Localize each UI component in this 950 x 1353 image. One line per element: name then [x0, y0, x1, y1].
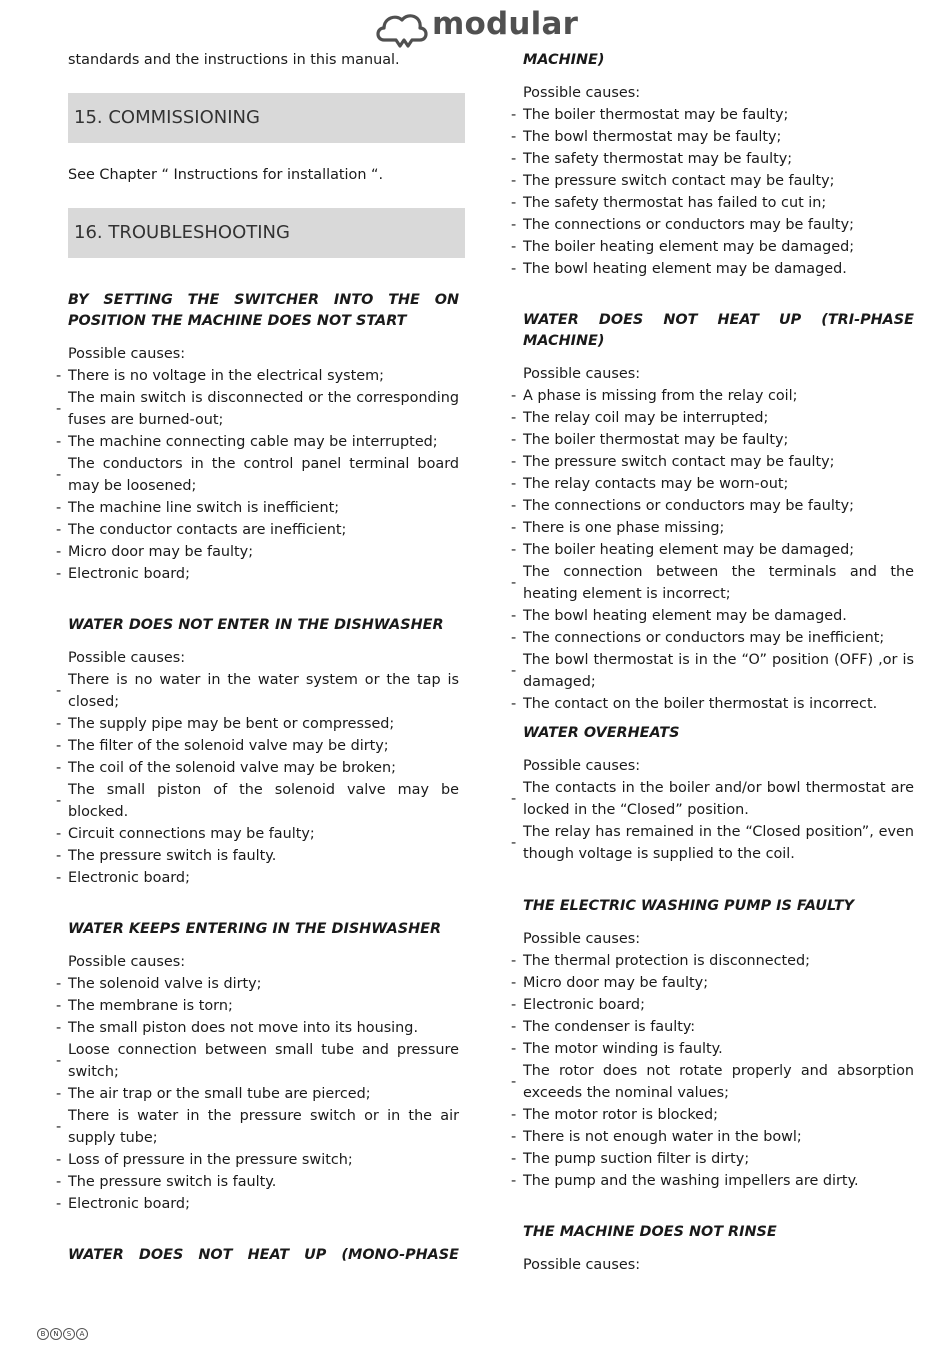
list-item: - A phase is missing from the relay coil;: [511, 388, 798, 404]
list-item: - The pump and the washing impellers are dirty.: [511, 1173, 859, 1189]
list-item: - The connections or conductors may be faulty;: [511, 498, 854, 514]
possible-causes-label: Possible causes:: [523, 758, 641, 774]
list-item: - The pressure switch contact may be faulty;: [511, 454, 835, 470]
badge-letter: N: [50, 1328, 62, 1340]
issue-heading-mono-phase: WATER DOES NOT HEAT UP (MONO-PHASE: [68, 1247, 459, 1263]
causes-list: [56, 669, 459, 889]
list-item: - The small piston does not move into its housing.: [56, 1020, 419, 1036]
list-item: - The conductors in the control panel terminal board may be loosened;: [56, 456, 459, 494]
issue-heading: THE ELECTRIC WASHING PUMP IS FAULTY: [523, 898, 855, 914]
list-item: - The connection between the terminals and the heating element is incorrect;: [511, 564, 914, 602]
brand-logo: [374, 8, 584, 50]
issue-water-keeps-entering: [56, 919, 459, 1215]
issue-machine-not-rinse: [523, 1222, 914, 1276]
list-item: - The bowl heating element may be damaged.: [511, 608, 847, 624]
issue-heading-continued: MACHINE): [523, 52, 605, 68]
possible-causes-label: Possible causes:: [523, 931, 641, 947]
list-item: - The air trap or the small tube are pierced;: [56, 1086, 371, 1102]
issue-water-overheats: [511, 723, 914, 865]
list-item: - The boiler heating element may be damaged;: [511, 542, 855, 558]
cloud-logo-icon: [374, 8, 428, 48]
list-item: - The boiler thermostat may be faulty;: [511, 107, 789, 123]
list-item: - Electronic board;: [511, 997, 645, 1013]
list-item: - The pressure switch contact may be faulty;: [511, 173, 835, 189]
brand-name: modular: [432, 6, 579, 42]
list-item: - Electronic board;: [56, 566, 190, 582]
list-item: - The coil of the solenoid valve may be broken;: [56, 760, 396, 776]
list-item: - Loose connection between small tube and pressure switch;: [56, 1042, 459, 1080]
list-item: - Electronic board;: [56, 870, 190, 886]
list-item: - The bowl thermostat is in the “O” position (OFF) ,or is damaged;: [511, 652, 914, 690]
list-item: - The boiler heating element may be damaged;: [511, 239, 855, 255]
possible-causes-label: Possible causes:: [68, 346, 186, 362]
issue-heading: THE MACHINE DOES NOT RINSE: [523, 1224, 777, 1240]
list-item: - Micro door may be faulty;: [511, 975, 709, 991]
list-item: - The pressure switch is faulty.: [56, 1174, 277, 1190]
causes-list: [56, 365, 459, 585]
causes-list: [56, 973, 459, 1215]
badge-letter: S: [63, 1328, 75, 1340]
possible-causes-label: Possible causes:: [523, 366, 641, 382]
list-item: - The filter of the solenoid valve may be dirty;: [56, 738, 389, 754]
list-item: - The contacts in the boiler and/or bowl thermostat are locked in the “Closed” position.: [511, 780, 914, 818]
badge-letter: A: [76, 1328, 88, 1340]
causes-list: [511, 104, 914, 280]
issue-water-not-enter: [56, 615, 459, 889]
list-item: - There is one phase missing;: [511, 520, 725, 536]
causes-list: [511, 777, 914, 865]
list-item: - The safety thermostat may be faulty;: [511, 151, 793, 167]
list-item: - The machine connecting cable may be interrupted;: [56, 434, 438, 450]
list-item: - The supply pipe may be bent or compressed;: [56, 716, 395, 732]
footer-badge: [37, 1328, 88, 1340]
list-item: - The motor rotor is blocked;: [511, 1107, 719, 1123]
section-troubleshooting-title: 16. TROUBLESHOOTING: [68, 208, 465, 258]
list-item: - The connections or conductors may be faulty;: [511, 217, 854, 233]
list-item: - The relay has remained in the “Closed position”, even though voltage is supplied to the coil.: [511, 824, 914, 862]
list-item: - The relay coil may be interrupted;: [511, 410, 769, 426]
issue-mono-phase-causes: [511, 82, 914, 280]
possible-causes-label: Possible causes:: [68, 954, 186, 970]
list-item: - The contact on the boiler thermostat is incorrect.: [511, 696, 878, 712]
list-item: - Micro door may be faulty;: [56, 544, 254, 560]
list-item: - The relay contacts may be worn-out;: [511, 476, 789, 492]
issue-heading: WATER KEEPS ENTERING IN THE DISHWASHER: [68, 921, 442, 937]
commissioning-text: See Chapter “ Instructions for installation “.: [68, 167, 384, 183]
list-item: - Circuit connections may be faulty;: [56, 826, 315, 842]
list-item: - The rotor does not rotate properly and absorption exceeds the nominal values;: [511, 1063, 914, 1101]
list-item: - The pressure switch is faulty.: [56, 848, 277, 864]
list-item: - The solenoid valve is dirty;: [56, 976, 262, 992]
list-item: - There is not enough water in the bowl;: [511, 1129, 802, 1145]
list-item: - The membrane is torn;: [56, 998, 233, 1014]
issue-washing-pump-faulty: [511, 896, 914, 1192]
list-item: - Loss of pressure in the pressure switch;: [56, 1152, 353, 1168]
list-item: - The motor winding is faulty.: [511, 1041, 723, 1057]
list-item: - There is no voltage in the electrical system;: [56, 368, 384, 384]
list-item: - The thermal protection is disconnected;: [511, 953, 811, 969]
list-item: - The bowl thermostat may be faulty;: [511, 129, 782, 145]
possible-causes-label: Possible causes:: [523, 1257, 641, 1273]
list-item: - The main switch is disconnected or the corresponding fuses are burned-out;: [56, 390, 459, 428]
issue-heading: BY SETTING THE SWITCHER INTO THE ON POSITION THE MACHINE DOES NOT START: [68, 292, 459, 329]
causes-list: [511, 950, 914, 1192]
list-item: - The machine line switch is inefficient;: [56, 500, 340, 516]
issue-heading: WATER DOES NOT ENTER IN THE DISHWASHER: [68, 617, 444, 633]
intro-text: standards and the instructions in this manual.: [68, 52, 400, 68]
list-item: - The pump suction filter is dirty;: [511, 1151, 750, 1167]
list-item: - The condenser is faulty:: [511, 1019, 696, 1035]
list-item: - The small piston of the solenoid valve may be blocked.: [56, 782, 459, 820]
possible-causes-label: Possible causes:: [68, 650, 186, 666]
list-item: - The connections or conductors may be inefficient;: [511, 630, 885, 646]
causes-list: [511, 385, 914, 715]
list-item: - There is water in the pressure switch or in the air supply tube;: [56, 1108, 459, 1146]
list-item: - The conductor contacts are inefficient;: [56, 522, 347, 538]
section-commissioning-title: 15. COMMISSIONING: [68, 93, 465, 143]
list-item: - There is no water in the water system or the tap is closed;: [56, 672, 459, 710]
possible-causes-label: Possible causes:: [523, 85, 641, 101]
list-item: - The bowl heating element may be damaged.: [511, 261, 847, 277]
issue-machine-not-start: [56, 290, 459, 585]
list-item: - Electronic board;: [56, 1196, 190, 1212]
issue-tri-phase: [511, 310, 914, 715]
badge-letter: B: [37, 1328, 49, 1340]
list-item: - The boiler thermostat may be faulty;: [511, 432, 789, 448]
issue-heading: WATER OVERHEATS: [523, 725, 680, 741]
issue-heading: WATER DOES NOT HEAT UP (TRI-PHASE MACHINE): [523, 312, 914, 349]
list-item: - The safety thermostat has failed to cut in;: [511, 195, 827, 211]
